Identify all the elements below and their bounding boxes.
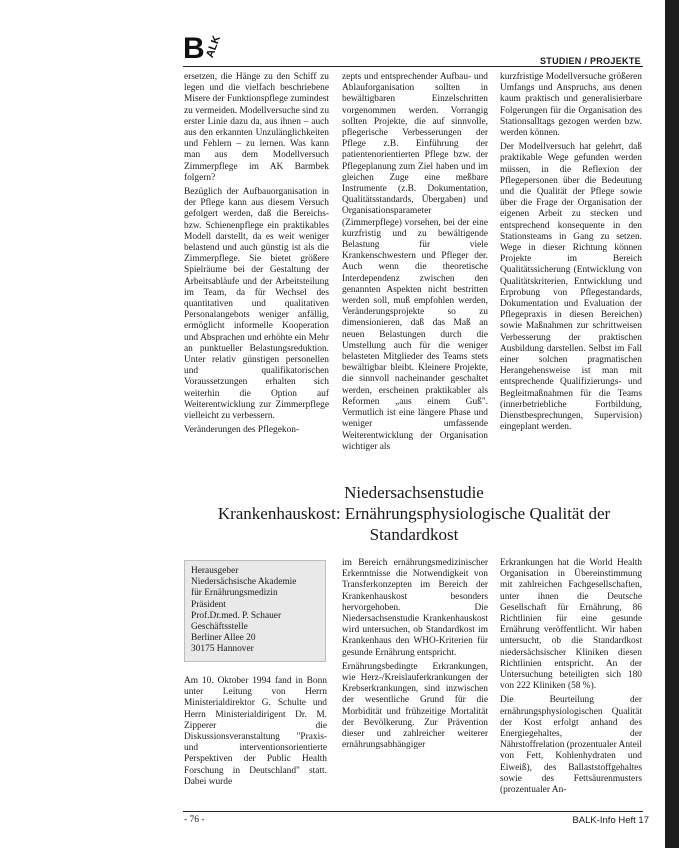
article-headline: [183, 482, 645, 545]
info-line: Prof.Dr.med. P. Schauer: [191, 610, 282, 621]
paragraph: kurzfristige Modellversuche größeren Umfangs und Anspruchs, aus denen kaum praktisch und generalisierbare Folgerungen für die Organisation des Stationsalltags gezogen werden bzw. werden können.: [500, 72, 642, 139]
paragraph: Veränderungen des Pflegekon-: [184, 425, 300, 436]
paragraph: Am 10. Oktober 1994 fand in Bonn unter Leitung von Herrn Ministerialdirektor G. Schulte und Herrn Ministerialdirigent Dr. M. Zipperer die Diskussionsveranstaltung "Praxis- und interventionsorientierte Perspektiven der Public Health Forschung in Deutschland" statt. Dabei wurde: [184, 676, 327, 787]
paragraph: Ernährungsbedingte Erkrankungen, wie Herz-/Kreislauferkrankungen der Krebserkrankungen, sind inzwischen der wesentliche Grund für die Morbidität und frühzeitige Mortalität der Bevölkerung. Zur Prävention dieser und zahlreicher weiterer ernährungsabhängiger: [342, 661, 488, 751]
paragraph: zepts und entsprechender Aufbau- und Ablauforganisation sollten in bewältigbaren Einzelschritten vorgenommen werden. Vorrangig sollten Projekte, die auf sinnvolle, pflegerische Verbesserungen der Pflege z.B. Einführung der patientenorientierten Pflege bzw. der Pflegeplanung zum Ziel haben und im gleichen Zuge eine meßbare Instrumente (z.B. Dokumentation, Qualitätsstandards, Übergaben) und Organisationsparameter (Zimmerpflege) vorsehen, bei der eine kurzfristig und zu bewältigende Belastung für viele Krankenschwestern und Pfleger der. Auch wenn die theoretische Interdependenz zwischen den genannten Aspekten nicht bestritten werden soll, muß empfohlen werden, Veränderungsprojekte so zu dimensionieren, daß das Maß an neuen Belastungen durch die Umstellung auch für die weniger belasteten Mitglieder des Teams stets bewältigbar bleibt. Kleinere Projekte, die sinnvoll nacheinander geschaltet werden, erscheinen praktikabler als Reformen „aus einem Guß". Vermutlich ist eine längere Phase und weniger umfassende Weiterentwicklung der Organisation wichtiger als: [342, 72, 488, 452]
article-title: Krankenhauskost: Ernährungsphysiologische Qualität der Standardkost: [217, 504, 611, 544]
info-line: Niedersächsische Akademie: [191, 577, 297, 588]
top-column-1: [184, 72, 329, 440]
info-line: Herausgeber: [191, 566, 239, 576]
bottom-column-3: [500, 558, 642, 799]
paragraph: Die Beurteilung der ernährungsphysiologischen Qualität der Kost erfolgt anhand des Energiegehaltes, der Nährstoffrelation (prozentualer Anteil von Fett, Kohlenhydraten und Eiweiß), des Ballaststoffgehaltes sowie des Fettsäurenmusters (prozentualer An-: [500, 695, 642, 796]
balk-logo: [183, 30, 223, 64]
paragraph: Der Modellversuch hat gelehrt, daß praktikable Wege gefunden werden müssen, in die Reflexion der Pflegepersonen über die Bedeutung und die Qualität der Pflege sowie über die Frage der Organisation der eigenen Arbeit zu stecken und entsprechend konsequente in den Stationsteams in Gang zu setzen. Wege in dieser Richtung können Projekte im Bereich Qualitätssicherung (Entwicklung von Qualitätskriterien, Entwicklung und Erprobung von Pflegestandards, Dokumentation und Evaluation der Pflegepraxis in diesen Bereichen) sowie Maßnahmen zur schrittweisen Verbesserung der praktischen Ausbildung darstellen. Selbst im Fall einer solchen pragmatischen Herangehensweise ist man mit entsprechende Qualifizierungs- und Begleitmaßnahmen für die Teams (innerbetriebliche Fortbildung, Dienstbesprechungen, Supervision) eingeplant werden.: [500, 142, 642, 433]
paragraph: Bezüglich der Aufbauorganisation in der Pflege kann aus diesem Versuch gefolgert werden, daß die Bereichs- bzw. Schienenpflege ein praktikables Modell darstellt, da es weit weniger belastend und auch günstig ist als die Zimmerpflege. Sie bietet größere Spielräume bei der Gestaltung der Arbeitsabläufe und der Arbeitsteilung im Team, da für Wechsel des quantitativen und qualitativen Personalangebots weniger anfällig, ermöglicht informelle Kooperation und Absprachen und erhöhte ein Mehr an punktueller Belastungsreduktion. Unter relativ günstigen personellen und qualifikatorischen Voraussetzungen erhalten sich weiterhin die Option auf Weiterentwicklung zur Zimmerpflege vielleicht zu verbessern.: [184, 187, 329, 422]
paragraph: im Bereich ernährungsmedizinischer Erkenntnisse die Notwendigkeit von Transferkonzepten im Bereich der Krankenhauskost besonders hervorgehoben. Die Niedersachsenstudie Krankenhauskost wird untersuchen, ob Standardkost im Krankenhaus den WHO-Kriterien für gesunde Ernährung entspricht.: [342, 558, 488, 658]
svg-text:ALK: ALK: [204, 34, 223, 60]
bottom-column-1: [184, 676, 327, 791]
info-line: Geschäftsstelle: [191, 622, 248, 633]
info-line: für Ernährungsmedizin: [191, 588, 278, 599]
top-column-2: [342, 72, 488, 456]
publisher-info-box: [184, 560, 326, 662]
journal-reference: BALK-Info Heft 17: [572, 815, 649, 826]
article-kicker: Niedersachsenstudie: [344, 483, 484, 502]
footer-rule: [183, 811, 643, 812]
header-rule: [183, 66, 643, 67]
info-line: Präsident: [191, 599, 226, 610]
section-label: STUDIEN / PROJEKTE: [540, 56, 641, 66]
page-number: - 76 -: [184, 815, 205, 825]
scan-shadow-edge: [665, 0, 679, 848]
paragraph: ersetzen, die Hänge zu den Schiff zu legen und die vielfach beschriebene Misere der Funktionspflege zumindest zu vermeiden. Modellversuche sind zu erster Linie dazu da, aus ihnen – auch aus den erkannten Unzulänglichkeiten und Fehlern – zu lernen. Was kann man aus dem Modellversuch Zimmerpflege im AK Barmbek folgern?: [184, 72, 330, 183]
top-column-3: [500, 72, 642, 437]
info-line: Berliner Allee 20: [191, 633, 256, 644]
info-line: 30175 Hannover: [191, 644, 254, 655]
paragraph: Erkrankungen hat die World Health Organisation in Übereinstimmung mit zahlreichen Fachgesellschaften, unter ihnen die Deutsche Gesellschaft für Ernährung, 86 Richtlinien für eine gesunde Ernährung veröffentlicht. Wir haben untersucht, ob die Standardkost niedersächsischer Kliniken diesen Richtlinien entspricht. An der Untersuchung beteiligten sich 180 von 222 Kliniken (58 %).: [500, 558, 642, 692]
svg-text:B: B: [183, 32, 205, 64]
bottom-column-2: [342, 558, 488, 754]
